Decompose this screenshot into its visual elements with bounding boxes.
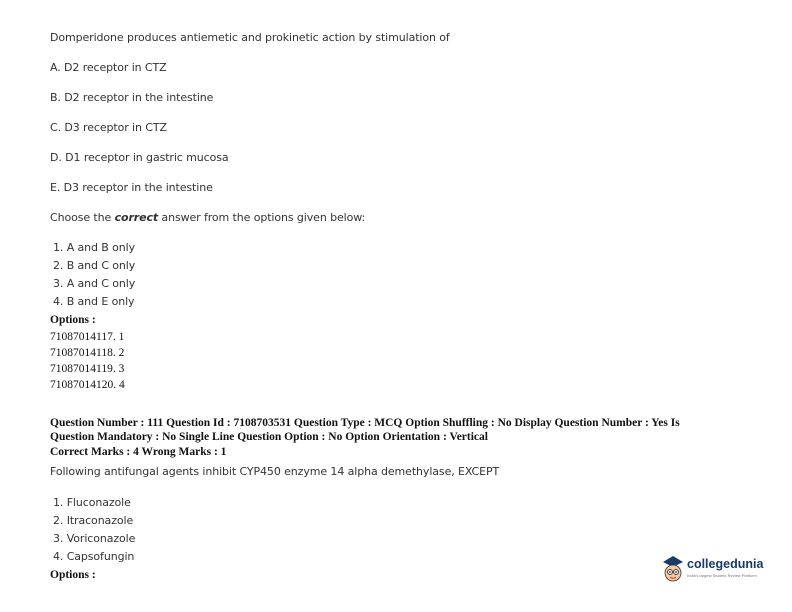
mascot-icon [660, 553, 686, 583]
collegedunia-logo [660, 553, 770, 585]
q1-statement-d: D. D1 receptor in gastric mucosa [50, 151, 229, 164]
q2-meta-line-1: Question Number : 111 Question Id : 7108703531 Question Type : MCQ Option Shuffling : No Display Question Number : Yes Is [50, 417, 680, 429]
q2-choice-3: 3. Voriconazole [53, 532, 136, 545]
instruction-prefix: Choose the [50, 211, 115, 224]
q1-choice-3: 3. A and C only [53, 277, 136, 290]
q1-choice-1: 1. A and B only [53, 241, 136, 254]
instruction-suffix: answer from the options given below: [158, 211, 366, 224]
q1-option-id-1: 71087014117. 1 [50, 331, 125, 343]
q2-meta-line-2: Question Mandatory : No Single Line Question Option : No Option Orientation : Vertical [50, 431, 488, 443]
q1-option-id-2: 71087014118. 2 [50, 347, 125, 359]
q2-options-label [50, 569, 96, 581]
q1-statement-a: A. D2 receptor in CTZ [50, 61, 167, 74]
logo-wordmark: collegedunia [687, 557, 764, 571]
instruction-emphasis: correct [114, 211, 159, 224]
q1-instruction [50, 211, 365, 224]
q2-marks: Correct Marks : 4 Wrong Marks : 1 [50, 446, 227, 458]
logo-tagline: India's largest Student Review Platform [687, 573, 757, 578]
q1-statement-b: B. D2 receptor in the intestine [50, 91, 214, 104]
q2-choice-2: 2. Itraconazole [53, 514, 134, 527]
q1-statement-e: E. D3 receptor in the intestine [50, 181, 213, 194]
q1-stem: Domperidone produces antiemetic and prokinetic action by stimulation of [50, 31, 450, 44]
q1-option-id-4: 71087014120. 4 [50, 379, 125, 391]
q1-statement-c: C. D3 receptor in CTZ [50, 121, 167, 134]
q2-choice-4: 4. Capsofungin [53, 550, 135, 563]
q1-choice-2: 2. B and C only [53, 259, 136, 272]
q2-choice-1: 1. Fluconazole [53, 496, 131, 509]
q2-stem: Following antifungal agents inhibit CYP450 enzyme 14 alpha demethylase, EXCEPT [50, 465, 500, 478]
q1-choice-4: 4. B and E only [53, 295, 135, 308]
q1-options-label [50, 314, 96, 326]
options-label-text: Options : [50, 569, 96, 581]
q1-option-id-3: 71087014119. 3 [50, 363, 125, 375]
options-label-text: Options : [50, 314, 96, 326]
